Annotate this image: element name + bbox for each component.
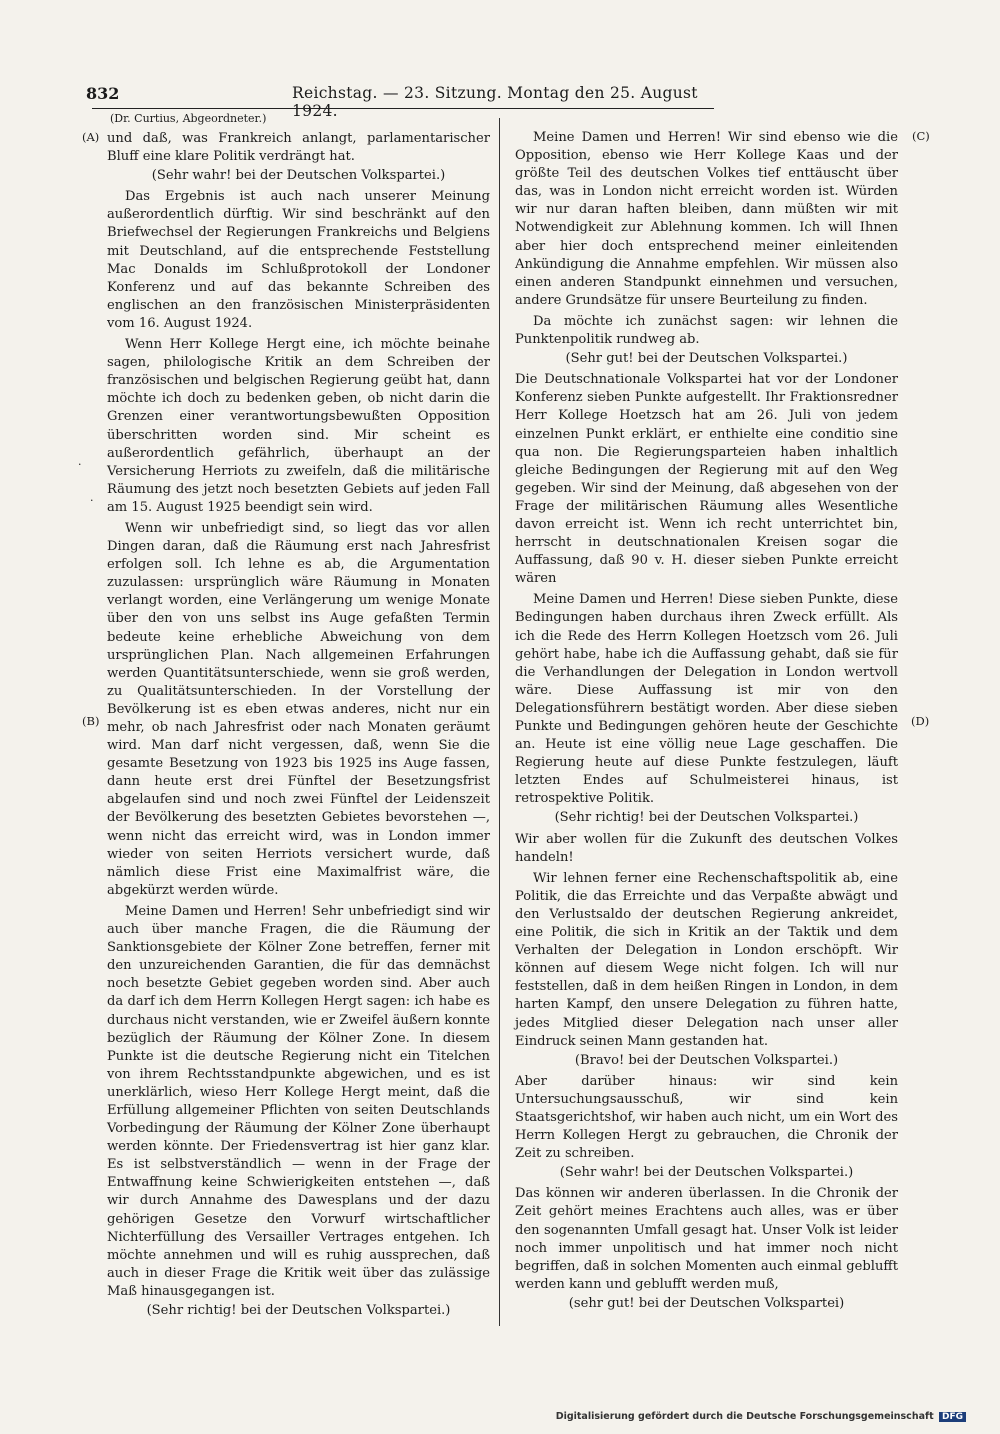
paragraph: Wenn wir unbefriedigt sind, so liegt das vor allen Dingen daran, daß die Räumung erst nach Jahresfrist erfolgen soll. Ich lehne es ab, die Argumentation zuzulassen: ursprünglich wäre Räumung in Monaten verlangt worden, eine Verlängerung um wenige Monate über den von uns selbst ins Auge gefaßten Termin bedeute keine erhebliche Abweichung von dem ursprünglichen Plan. Nach allgemeinen Erfahrungen werden Quantitätsunterschiede, wenn sie groß werden, zu Qualitätsunterschieden. In der Vorstellung der Bevölkerung ist es eben etwas anderes, nicht nur ein mehr, ob nach Jahresfrist oder nach Monaten geräumt wird. Man darf nicht vergessen, daß, wenn Sie die gesamte Besetzung von 1923 bis 1925 ins Auge fassen, dann heute erst drei Fünftel der Besetzungsfrist abgelaufen sind und noch zwei Fünftel der Leidenszeit der Bevölkerung des besetzten Gebietes bevorstehen —, wenn nicht das erreicht wird, was in London immer wieder von seiten Herriots versichert wurde, daß nämlich diese Frist eine Maximalfrist wäre, die abgekürzt werden würde. <box>107 520 490 898</box>
paragraph: Da möchte ich zunächst sagen: wir lehnen die Punktenpolitik rundweg ab. <box>515 313 898 348</box>
credit-text: Digitalisierung gefördert durch die Deutsche Forschungsgemeinschaft <box>555 1411 934 1422</box>
digitization-credit <box>556 1411 966 1422</box>
column-divider <box>499 118 500 1326</box>
interjection: (Sehr richtig! bei der Deutschen Volkspartei.) <box>554 810 859 826</box>
text-column-left <box>107 130 490 1321</box>
header-rule <box>92 108 714 109</box>
paragraph: Das können wir anderen überlassen. In die Chronik der Zeit gehört meines Erachtens auch alles, was er über den sogenannten Umfall gesagt hat. Unser Volk ist leider noch immer unpolitisch und hat immer noch nicht begriffen, daß in solchen Momenten auch einmal geblufft werden kann und geblufft werden muß, <box>515 1186 898 1292</box>
running-title: Reichstag. — 23. Sitzung. Montag den 25. August 1924. <box>292 84 698 120</box>
speaker-label: (Dr. Curtius, Abgeordneter.) <box>110 112 267 125</box>
interjection: (Bravo! bei der Deutschen Volkspartei.) <box>574 1052 839 1068</box>
margin-dot: · <box>90 494 94 507</box>
interjection: (Sehr wahr! bei der Deutschen Volkspartei.) <box>151 168 446 184</box>
margin-marker-a: (A) <box>82 130 100 144</box>
interjection: (sehr gut! bei der Deutschen Volkspartei) <box>568 1295 845 1311</box>
page-number: 832 <box>86 84 120 103</box>
text-column-right <box>515 129 898 1314</box>
paragraph: Aber darüber hinaus: wir sind kein Untersuchungsausschuß, wir sind kein Staatsgerichtshof, wir haben auch nicht, um ein Wort des Herrn Kollegen Hergt zu gebrauchen, die Chronik der Zeit zu schreiben. <box>515 1073 898 1162</box>
interjection: (Sehr wahr! bei der Deutschen Volkspartei.) <box>559 1165 854 1181</box>
paragraph: Wenn Herr Kollege Hergt eine, ich möchte beinahe sagen, philologische Kritik an dem Schreiben der französischen und belgischen Regierung geübt hat, dann möchte ich doch zu bedenken geben, ob nicht darin die Grenzen einer verantwortungsbewußten Opposition überschritten worden sind. Mir scheint es außerordentlich gefährlich, überhaupt an der Versicherung Herriots zu zweifeln, daß die militärische Räumung des jetzt noch besetzten Gebiets auf jeden Fall am 15. August 1925 beendigt sein wird. <box>107 337 490 515</box>
paragraph: und daß, was Frankreich anlangt, parlamentarischer Bluff eine klare Politik verdrängt hat. <box>107 131 490 165</box>
paragraph: Meine Damen und Herren! Diese sieben Punkte, diese Bedingungen haben durchaus ihren Zweck erfüllt. Als ich die Rede des Herrn Kollegen Hoetzsch vom 26. Juli gehört habe, habe ich die Auffassung gehabt, daß sie für die Verhandlungen der Delegation in London wertvoll wäre. Diese Auffassung ist mir von den Delegationsführern bestätigt worden. Aber diese sieben Punkte und Bedingungen gehören heute der Geschichte an. Heute ist eine völlig neue Lage geschaffen. Die Regierung heute auf diese Punkte festzulegen, läuft letzten Endes auf Schulmeisterei hinaus, ist retrospektive Politik. <box>515 592 898 807</box>
margin-dot: · <box>78 458 82 471</box>
paragraph: Wir lehnen ferner eine Rechenschaftspolitik ab, eine Politik, die das Erreichte und das Verpaßte abwägt und den Verlustsaldo der deutschen Regierung ankreidet, eine Politik, die sich in Kritik an der Taktik und dem Verhalten der Delegation in London erschöpft. Wir können auf diesem Wege nicht folgen. Ich will nur feststellen, daß in dem heißen Ringen in London, in dem harten Kampf, den unsere Delegation zu führen hatte, jedes Mitglied dieser Delegation nach unser aller Eindruck seinen Mann gestanden hat. <box>515 870 898 1049</box>
paragraph: Wir aber wollen für die Zukunft des deutschen Volkes handeln! <box>515 831 898 865</box>
paragraph: Meine Damen und Herren! Wir sind ebenso wie die Opposition, ebenso wie Herr Kollege Kaas und der größte Teil des deutschen Volkes tief enttäuscht über das, was in London nicht erreicht worden ist. Würden wir nur daran haften bleiben, dann müßten wir mit Notwendigkeit zur Ablehnung kommen. Ich will Ihnen aber hier doch entsprechend meiner einleitenden Ankündigung die Annahme empfehlen. Wir müssen also einen anderen Standpunkt einnehmen und versuchen, andere Grundsätze für unsere Beurteilung zu finden. <box>515 130 898 308</box>
interjection: (Sehr richtig! bei der Deutschen Volkspartei.) <box>146 1303 451 1318</box>
interjection: (Sehr gut! bei der Deutschen Volkspartei.) <box>565 351 848 367</box>
paragraph: Die Deutschnationale Volkspartei hat vor der Londoner Konferenz sieben Punkte aufgestellt. Ihr Fraktionsredner Herr Kollege Hoetzsch hat am 26. Juli von jedem einzelnen Punkt erklärt, er enthielte eine conditio sine qua non. Die Regierungsparteien haben inhaltlich gleiche Bedingungen der Regierung mit auf den Weg gegeben. Wir sind der Meinung, daß abgesehen von der Frage der militärischen Räumung alles Wesentliche davon erreicht ist. Wenn ich recht unterrichtet bin, herrscht in deutschnationalen Kreisen sogar die Auffassung, daß 90 v. H. dieser sieben Punkte erreicht wären <box>515 372 898 587</box>
paragraph: Meine Damen und Herren! Sehr unbefriedigt sind wir auch über manche Fragen, die die Räumung der Sanktionsgebiete der Kölner Zone betreffen, ferner mit den unzureichenden Garantien, die für das demnächst noch besetzte Gebiet gegeben worden sind. Aber auch da darf ich dem Herrn Kollegen Hergt sagen: ich habe es durchaus nicht verstanden, wie er Zweifel äußern konnte bezüglich der Räumung der Kölner Zone. In diesem Punkte ist die deutsche Regierung nicht ein Titelchen von ihrem Rechtsstandpunkte abgewichen, und es ist unerklärlich, wieso Herr Kollege Hergt meint, daß die Erfüllung allgemeiner Pflichten von seiten Deutschlands Vorbedingung der Räumung der Kölner Zone überhaupt werden könnte. Der Friedensvertrag ist hier ganz klar. Es ist selbstverständlich — wenn in der Frage der Entwaffnung keine Schwierigkeiten entstehen —, daß wir durch Annahme des Dawesplans und der dazu gehörigen Gesetze den Vorwurf wirtschaftlicher Nichterfüllung des Versailler Vertrages entgehen. Ich möchte annehmen und will es ruhig aussprechen, daß auch in dieser Frage die Kritik weit über das zulässige Maß hinausgegangen ist. <box>107 903 490 1299</box>
paragraph: Das Ergebnis ist auch nach unserer Meinung außerordentlich dürftig. Wir sind beschränkt auf den Briefwechsel der Regierungen Frankreichs und Belgiens mit Deutschland, auf die entsprechende Feststellung Mac Donalds im Schlußprotokoll der Londoner Konferenz und auf das bekannte Schreiben des englischen an den französischen Ministerpräsidenten vom 16. August 1924. <box>107 189 490 331</box>
margin-marker-d: (D) <box>911 714 930 728</box>
margin-marker-c: (C) <box>912 129 930 143</box>
dfg-logo: DFG <box>939 1412 966 1422</box>
margin-marker-b: (B) <box>82 714 100 728</box>
